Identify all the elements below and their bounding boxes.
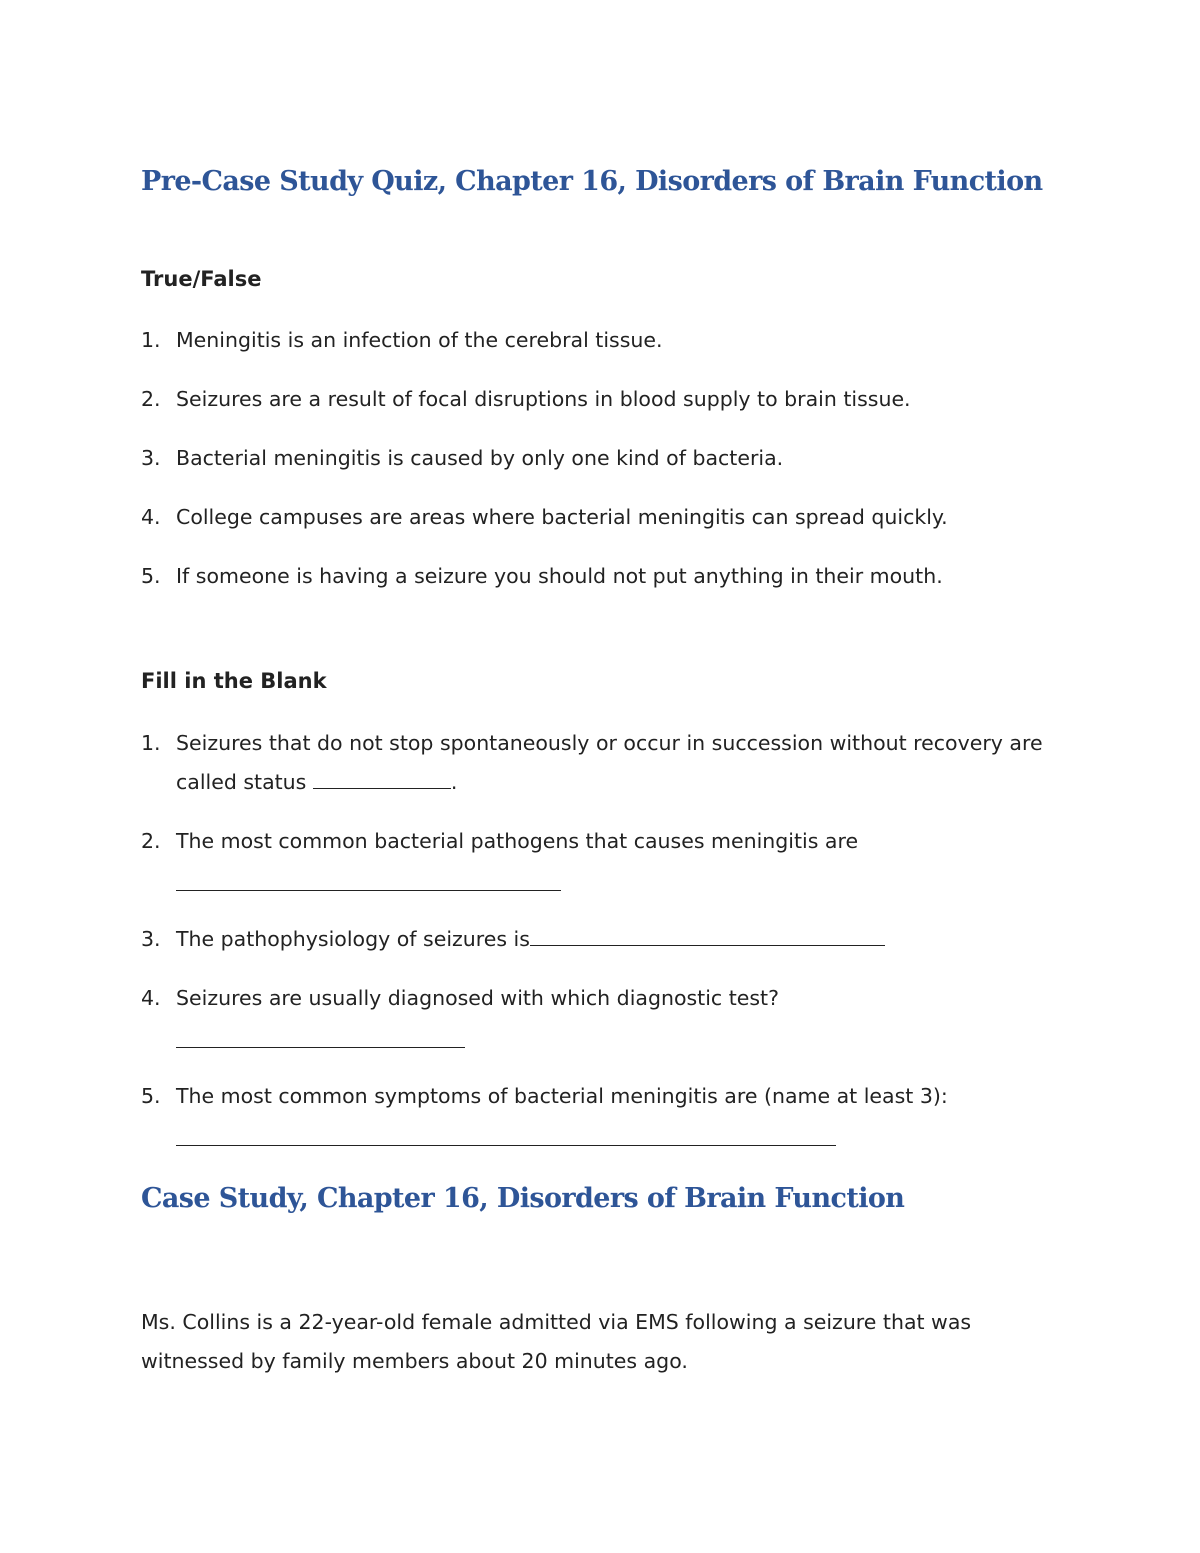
answer-blank[interactable] xyxy=(176,1144,836,1146)
answer-blank[interactable] xyxy=(530,944,885,946)
item-text: Bacterial meningitis is caused by only one kind of bacteria. xyxy=(176,446,784,470)
list-item xyxy=(141,920,1061,959)
item-number: 2. xyxy=(141,829,161,853)
case-study-heading: Case Study, Chapter 16, Disorders of Brain Function xyxy=(141,1183,905,1214)
true-false-title: True/False xyxy=(141,267,262,291)
list-item xyxy=(141,979,1061,1057)
list-item xyxy=(141,557,1061,596)
answer-blank[interactable] xyxy=(313,787,451,789)
list-item xyxy=(141,1077,1061,1155)
item-number: 5. xyxy=(141,1084,161,1108)
case-intro-paragraph: Ms. Collins is a 22-year-old female admitted via EMS following a seizure that was witnessed by family members about 20 minutes ago. xyxy=(141,1310,972,1373)
item-text: If someone is having a seizure you should not put anything in their mouth. xyxy=(176,564,943,588)
item-number: 3. xyxy=(141,927,161,951)
item-text-after: . xyxy=(450,770,458,794)
quiz-heading: Pre-Case Study Quiz, Chapter 16, Disorders of Brain Function xyxy=(141,166,1043,197)
item-number: 1. xyxy=(141,731,161,755)
item-text: College campuses are areas where bacterial meningitis can spread quickly. xyxy=(176,505,948,529)
fill-blank-title: Fill in the Blank xyxy=(141,669,327,693)
item-number: 1. xyxy=(141,328,161,352)
list-item xyxy=(141,321,1061,360)
answer-blank[interactable] xyxy=(176,1046,465,1048)
item-number: 4. xyxy=(141,505,161,529)
item-number: 3. xyxy=(141,446,161,470)
list-item xyxy=(141,380,1061,419)
list-item xyxy=(141,439,1061,478)
item-number: 2. xyxy=(141,387,161,411)
item-text: Seizures are a result of focal disruptions in blood supply to brain tissue. xyxy=(176,387,911,411)
item-text: The most common bacterial pathogens that causes meningitis are xyxy=(176,829,859,853)
item-text: Seizures that do not stop spontaneously or occur in succession without recovery are called status xyxy=(176,731,1043,794)
item-number: 5. xyxy=(141,564,161,588)
item-text: The pathophysiology of seizures is xyxy=(176,927,530,951)
item-text: Meningitis is an infection of the cerebral tissue. xyxy=(176,328,663,352)
item-text: Seizures are usually diagnosed with which diagnostic test? xyxy=(176,986,779,1010)
answer-blank[interactable] xyxy=(176,889,561,891)
item-text: The most common symptoms of bacterial meningitis are (name at least 3): xyxy=(176,1084,948,1108)
list-item xyxy=(141,498,1061,537)
list-item xyxy=(141,724,1061,802)
fill-blank-list xyxy=(141,724,1061,1175)
true-false-list xyxy=(141,321,1061,616)
list-item xyxy=(141,822,1061,900)
item-number: 4. xyxy=(141,986,161,1010)
